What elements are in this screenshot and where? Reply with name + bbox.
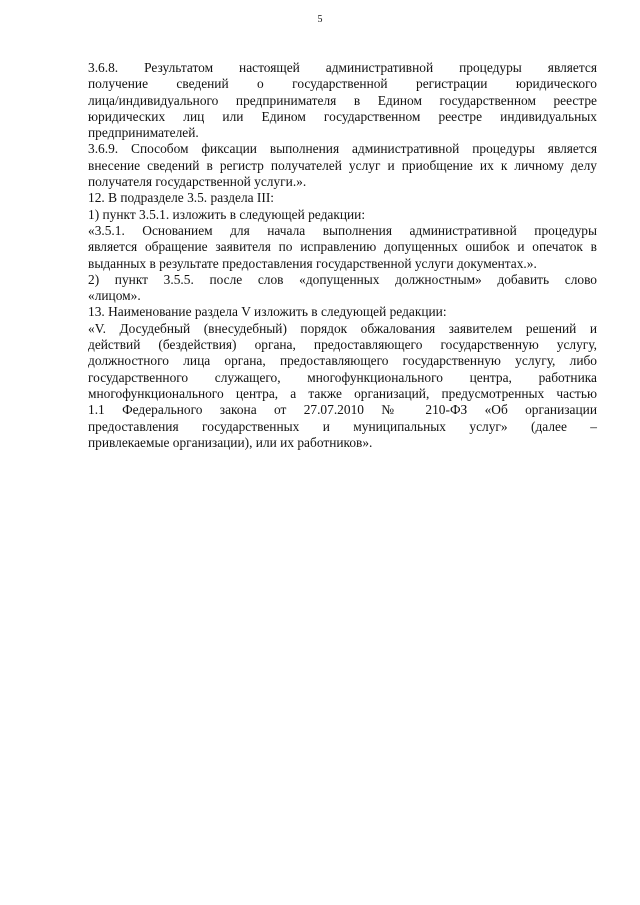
text-line: 2) пункт 3.5.5. после слов «допущенных должностным» добавить слово <box>88 271 597 287</box>
text-line: должностного лица органа, предоставляющего государственную услугу, либо <box>88 353 597 369</box>
text-line: получение сведений о государственной регистрации юридического <box>88 76 597 92</box>
page-number: 5 <box>317 14 323 25</box>
text-line: 1.1 Федерального закона от 27.07.2010 № 210-ФЗ «Об организации <box>88 402 597 418</box>
text-line: «V. Досудебный (внесудебный) порядок обжалования заявителем решений и <box>88 320 597 336</box>
paragraph-item-12 <box>88 190 597 206</box>
text-line: внесение сведений в регистр получателей услуг и приобщение их к личному делу <box>88 157 597 173</box>
paragraph-section-v-quote <box>88 321 597 451</box>
paragraph-3-5-1-quote <box>88 223 597 272</box>
text-line: 3.6.8. Результатом настоящей административной процедуры является <box>88 60 597 75</box>
text-line: 12. В подразделе 3.5. раздела III: <box>88 190 275 206</box>
text-line: получателя государственной услуги.». <box>88 174 307 190</box>
text-line: лица/индивидуального предпринимателя в Едином государственном реестре <box>88 92 597 108</box>
text-line: 13. Наименование раздела V изложить в следующей редакции: <box>88 304 447 320</box>
paragraph-item-12-1 <box>88 207 597 223</box>
text-line: предпринимателей. <box>88 125 199 141</box>
text-line: «лицом». <box>88 288 141 304</box>
document-body <box>88 60 597 451</box>
paragraph-item-12-2 <box>88 272 597 305</box>
text-line: 1) пункт 3.5.1. изложить в следующей редакции: <box>88 206 366 222</box>
text-line: действий (бездействия) органа, предоставляющего государственную услугу, <box>88 337 597 353</box>
paragraph-3-6-8 <box>88 60 597 141</box>
text-line: привлекаемые организации), или их работников». <box>88 434 373 450</box>
paragraph-3-6-9 <box>88 141 597 190</box>
text-line: государственного служащего, многофункционального центра, работника <box>88 369 597 385</box>
paragraph-item-13 <box>88 304 597 320</box>
text-line: является обращение заявителя по исправлению допущенных ошибок и опечаток в <box>88 239 597 255</box>
text-line: предоставления государственных и муниципальных услуг» (далее – <box>88 418 597 434</box>
text-line: юридических лиц или Едином государственном реестре индивидуальных <box>88 108 597 124</box>
text-line: «3.5.1. Основанием для начала выполнения административной процедуры <box>88 222 597 238</box>
text-line: выданных в результате предоставления государственной услуги документах.». <box>88 255 537 271</box>
text-line: многофункционального центра, а также организаций, предусмотренных частью <box>88 385 597 401</box>
text-line: 3.6.9. Способом фиксации выполнения административной процедуры является <box>88 141 597 157</box>
